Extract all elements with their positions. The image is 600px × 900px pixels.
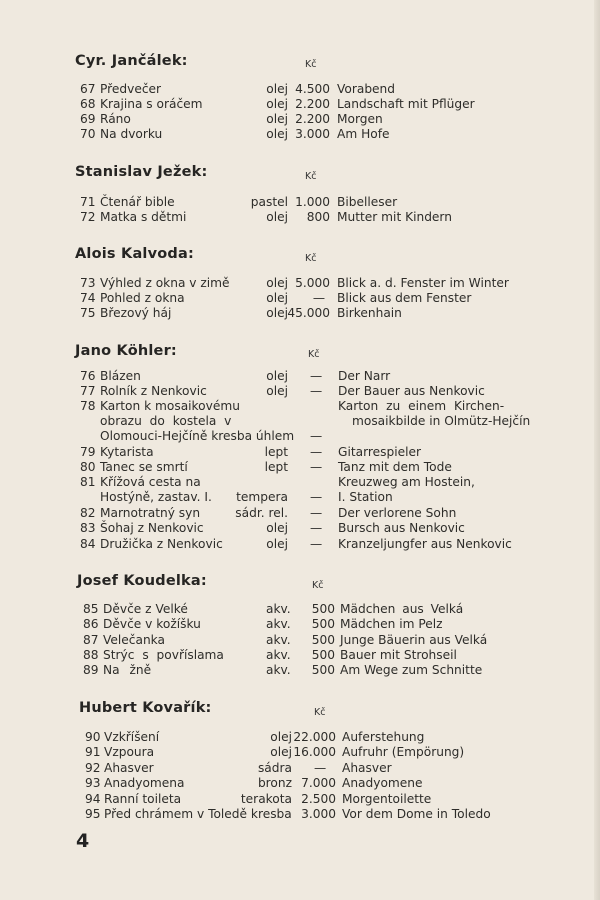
catalog-entry — [0, 369, 600, 384]
catalog-entry — [0, 475, 600, 490]
entry-price: 2.500 — [301, 792, 336, 806]
catalog-entry — [0, 602, 600, 617]
entry-price: 500 — [311, 602, 335, 616]
entry-title: Karton k mosaikovému — [100, 399, 240, 413]
entry-number: 89 — [83, 663, 99, 677]
catalog-entry — [0, 97, 600, 112]
entry-medium: olej — [266, 97, 288, 111]
entry-title: Březový háj — [100, 306, 172, 320]
entry-title: Pohled z okna — [100, 291, 185, 305]
entry-price: — — [314, 761, 327, 775]
entry-translation: Gitarrespieler — [338, 445, 421, 459]
artist-heading: Hubert Kovařík: — [79, 700, 212, 716]
entry-title: Matka s dětmi — [100, 210, 187, 224]
entry-price: 16.000 — [293, 745, 336, 759]
entry-medium: olej — [270, 745, 292, 759]
entry-medium: akv. — [266, 648, 291, 662]
entry-translation: Auferstehung — [342, 730, 425, 744]
entry-translation: Bauer mit Strohseil — [340, 648, 457, 662]
entry-title: Tanec se smrtí — [100, 460, 188, 474]
entry-title: Hostýně, zastav. I. — [100, 490, 212, 504]
entry-price: 5.000 — [295, 276, 330, 290]
entry-number: 73 — [80, 276, 96, 290]
entry-number: 70 — [80, 127, 96, 141]
entry-price: 7.000 — [301, 776, 336, 790]
entry-translation: Kranzeljungfer aus Nenkovic — [338, 537, 512, 551]
catalog-entry — [0, 745, 600, 760]
entry-medium: olej — [266, 306, 288, 320]
entry-price: 45.000 — [287, 306, 330, 320]
entry-title: Družička z Nenkovic — [100, 537, 223, 551]
entry-number: 76 — [80, 369, 96, 383]
catalog-entry — [0, 776, 600, 791]
catalog-entry — [0, 506, 600, 521]
catalog-entry — [0, 761, 600, 776]
entry-price: 500 — [311, 648, 335, 662]
entry-translation: Landschaft mit Pflüger — [337, 97, 475, 111]
entry-number: 84 — [80, 537, 96, 551]
entry-translation: Junge Bäuerin aus Velká — [340, 633, 488, 647]
entry-price: 500 — [311, 663, 335, 677]
entry-number: 90 — [85, 730, 101, 744]
entry-number: 78 — [80, 399, 96, 413]
catalog-entry — [0, 663, 600, 678]
entry-number: 81 — [80, 475, 96, 489]
catalog-entry — [0, 306, 600, 321]
entry-translation: Ahasver — [342, 761, 392, 775]
entry-price: 3.000 — [301, 807, 336, 821]
entry-medium: olej — [266, 112, 288, 126]
entry-medium: lept — [264, 460, 288, 474]
entry-medium: lept — [264, 445, 288, 459]
entry-price: 500 — [311, 633, 335, 647]
currency-label: Kč — [308, 349, 320, 360]
entry-translation: I. Station — [338, 490, 393, 504]
entry-medium: akv. — [266, 602, 291, 616]
catalog-entry — [0, 276, 600, 291]
entry-translation: Kreuzweg am Hostein, — [338, 475, 475, 489]
artist-heading: Josef Koudelka: — [77, 573, 207, 589]
catalog-entry — [0, 384, 600, 399]
entry-title: Ahasver — [104, 761, 154, 775]
entry-number: 87 — [83, 633, 99, 647]
entry-title: Kytarista — [100, 445, 154, 459]
entry-medium: sádr. rel. — [235, 506, 288, 520]
entry-translation: Morgen — [337, 112, 383, 126]
entry-translation: Morgentoilette — [342, 792, 432, 806]
entry-translation: Am Wege zum Schnitte — [340, 663, 483, 677]
entry-number: 71 — [80, 195, 96, 209]
entry-price: 2.200 — [295, 112, 330, 126]
entry-title: Strýc s povříslama — [103, 648, 224, 662]
entry-title: Na dvorku — [100, 127, 163, 141]
entry-title: Rolník z Nenkovic — [100, 384, 207, 398]
entry-title: Výhled z okna v zimě — [100, 276, 230, 290]
entry-title: Olomouci-Hejčíně kresba úhlem — [100, 429, 295, 443]
currency-label: Kč — [305, 171, 317, 182]
entry-title: Krajina s oráčem — [100, 97, 203, 111]
entry-number: 88 — [83, 648, 99, 662]
entry-title: Šohaj z Nenkovic — [100, 521, 204, 535]
currency-label: Kč — [314, 707, 326, 718]
artist-heading: Stanislav Ježek: — [75, 164, 208, 180]
currency-label: Kč — [305, 59, 317, 70]
entry-title: Vzpoura — [104, 745, 155, 759]
entry-number: 92 — [85, 761, 101, 775]
entry-title: Křížová cesta na — [100, 475, 201, 489]
entry-number: 68 — [80, 97, 96, 111]
entry-title: Blázen — [100, 369, 141, 383]
entry-medium: akv. — [266, 617, 291, 631]
entry-price: 4.500 — [295, 82, 330, 96]
entry-medium: olej — [270, 730, 292, 744]
entry-medium: pastel — [250, 195, 288, 209]
entry-translation: Vor dem Dome in Toledo — [342, 807, 491, 821]
catalog-entry — [0, 633, 600, 648]
entry-translation: Mädchen im Pelz — [340, 617, 443, 631]
entry-number: 91 — [85, 745, 101, 759]
entry-price: — — [310, 384, 323, 398]
entry-price: — — [312, 291, 325, 305]
entry-translation: Mutter mit Kindern — [337, 210, 452, 224]
entry-translation: Bibelleser — [337, 195, 398, 209]
entry-price: 3.000 — [295, 127, 330, 141]
entry-price: 22.000 — [293, 730, 336, 744]
catalog-entry — [0, 399, 600, 414]
catalog-entry-continuation — [0, 490, 600, 505]
entry-number: 79 — [80, 445, 96, 459]
entry-number: 93 — [85, 776, 101, 790]
entry-translation: Blick aus dem Fenster — [337, 291, 472, 305]
entry-medium: olej — [266, 537, 288, 551]
entry-title: Marnotratný syn — [100, 506, 201, 520]
entry-title: Děvče z Velké — [103, 602, 188, 616]
entry-translation: Tanz mit dem Tode — [338, 460, 452, 474]
entry-title: Na žně — [103, 663, 152, 677]
entry-number: 94 — [85, 792, 101, 806]
entry-number: 69 — [80, 112, 96, 126]
entry-translation: Am Hofe — [337, 127, 390, 141]
artist-heading: Jano Köhler: — [75, 343, 177, 359]
entry-medium: olej — [266, 291, 288, 305]
entry-translation: Mädchen aus Velká — [340, 602, 464, 616]
artist-heading: Cyr. Jančálek: — [75, 53, 188, 69]
entry-translation: Anadyomene — [342, 776, 423, 790]
catalog-entry — [0, 537, 600, 552]
entry-medium: akv. — [266, 663, 291, 677]
entry-number: 83 — [80, 521, 96, 535]
entry-translation: Bursch aus Nenkovic — [338, 521, 465, 535]
artist-heading: Alois Kalvoda: — [75, 246, 194, 262]
entry-number: 80 — [80, 460, 96, 474]
page-number: 4 — [76, 830, 90, 852]
catalog-entry — [0, 127, 600, 142]
entry-price: — — [310, 537, 323, 551]
catalog-entry — [0, 291, 600, 306]
entry-price: — — [310, 429, 323, 443]
entry-price: — — [310, 490, 323, 504]
entry-number: 82 — [80, 506, 96, 520]
catalog-entry — [0, 648, 600, 663]
entry-title: obrazu do kostela v — [100, 414, 232, 428]
entry-title: Velečanka — [103, 633, 165, 647]
entry-translation: Vorabend — [337, 82, 396, 96]
entry-number: 74 — [80, 291, 96, 305]
entry-translation: Der Bauer aus Nenkovic — [338, 384, 485, 398]
catalog-entry — [0, 792, 600, 807]
entry-medium: olej — [266, 521, 288, 535]
catalog-entry — [0, 82, 600, 97]
entry-medium: olej — [266, 210, 288, 224]
entry-title: Vzkříšení — [104, 730, 160, 744]
entry-price: — — [310, 445, 323, 459]
entry-title: Děvče v kožíšku — [103, 617, 201, 631]
entry-medium: olej — [266, 369, 288, 383]
catalog-entry — [0, 521, 600, 536]
entry-medium: olej — [266, 276, 288, 290]
entry-number: 95 — [85, 807, 101, 821]
entry-price: 800 — [306, 210, 330, 224]
entry-translation: Aufruhr (Empörung) — [342, 745, 465, 759]
entry-number: 72 — [80, 210, 96, 224]
catalog-entry-continuation — [0, 414, 600, 429]
entry-title: Před chrámem v Toledě kresba — [104, 807, 292, 821]
entry-medium: olej — [266, 127, 288, 141]
catalog-entry — [0, 807, 600, 822]
entry-medium: sádra — [257, 761, 292, 775]
entry-title: Ráno — [100, 112, 131, 126]
entry-title: Anadyomena — [104, 776, 185, 790]
entry-price: — — [310, 369, 323, 383]
entry-translation: Der Narr — [338, 369, 391, 383]
entry-title: Čtenář bible — [100, 195, 175, 209]
entry-medium: olej — [266, 82, 288, 96]
entry-medium: terakota — [240, 792, 292, 806]
entry-medium: tempera — [236, 490, 288, 504]
entry-number: 75 — [80, 306, 96, 320]
entry-price: — — [310, 521, 323, 535]
catalog-entry — [0, 210, 600, 225]
entry-price: 500 — [311, 617, 335, 631]
catalog-entry — [0, 617, 600, 632]
catalog-entry — [0, 445, 600, 460]
entry-translation: Karton zu einem Kirchen- — [338, 399, 505, 413]
entry-price: 2.200 — [295, 97, 330, 111]
entry-number: 67 — [80, 82, 96, 96]
entry-price: — — [310, 460, 323, 474]
entry-price: — — [310, 506, 323, 520]
catalog-entry — [0, 460, 600, 475]
entry-medium: akv. — [266, 633, 291, 647]
entry-title: Předvečer — [100, 82, 162, 96]
entry-number: 77 — [80, 384, 96, 398]
entry-translation: Birkenhain — [337, 306, 402, 320]
entry-translation: mosaikbilde in Olmütz-Hejčín — [352, 414, 531, 428]
catalog-entry — [0, 112, 600, 127]
currency-label: Kč — [312, 580, 324, 591]
catalog-entry — [0, 730, 600, 745]
currency-label: Kč — [305, 253, 317, 264]
catalog-entry-continuation — [0, 429, 600, 444]
entry-medium: bronz — [257, 776, 292, 790]
entry-translation: Der verlorene Sohn — [338, 506, 457, 520]
entry-price: 1.000 — [295, 195, 330, 209]
entry-title: Ranní toileta — [104, 792, 182, 806]
entry-number: 85 — [83, 602, 99, 616]
entry-number: 86 — [83, 617, 99, 631]
entry-translation: Blick a. d. Fenster im Winter — [337, 276, 509, 290]
catalog-entry — [0, 195, 600, 210]
entry-medium: olej — [266, 384, 288, 398]
